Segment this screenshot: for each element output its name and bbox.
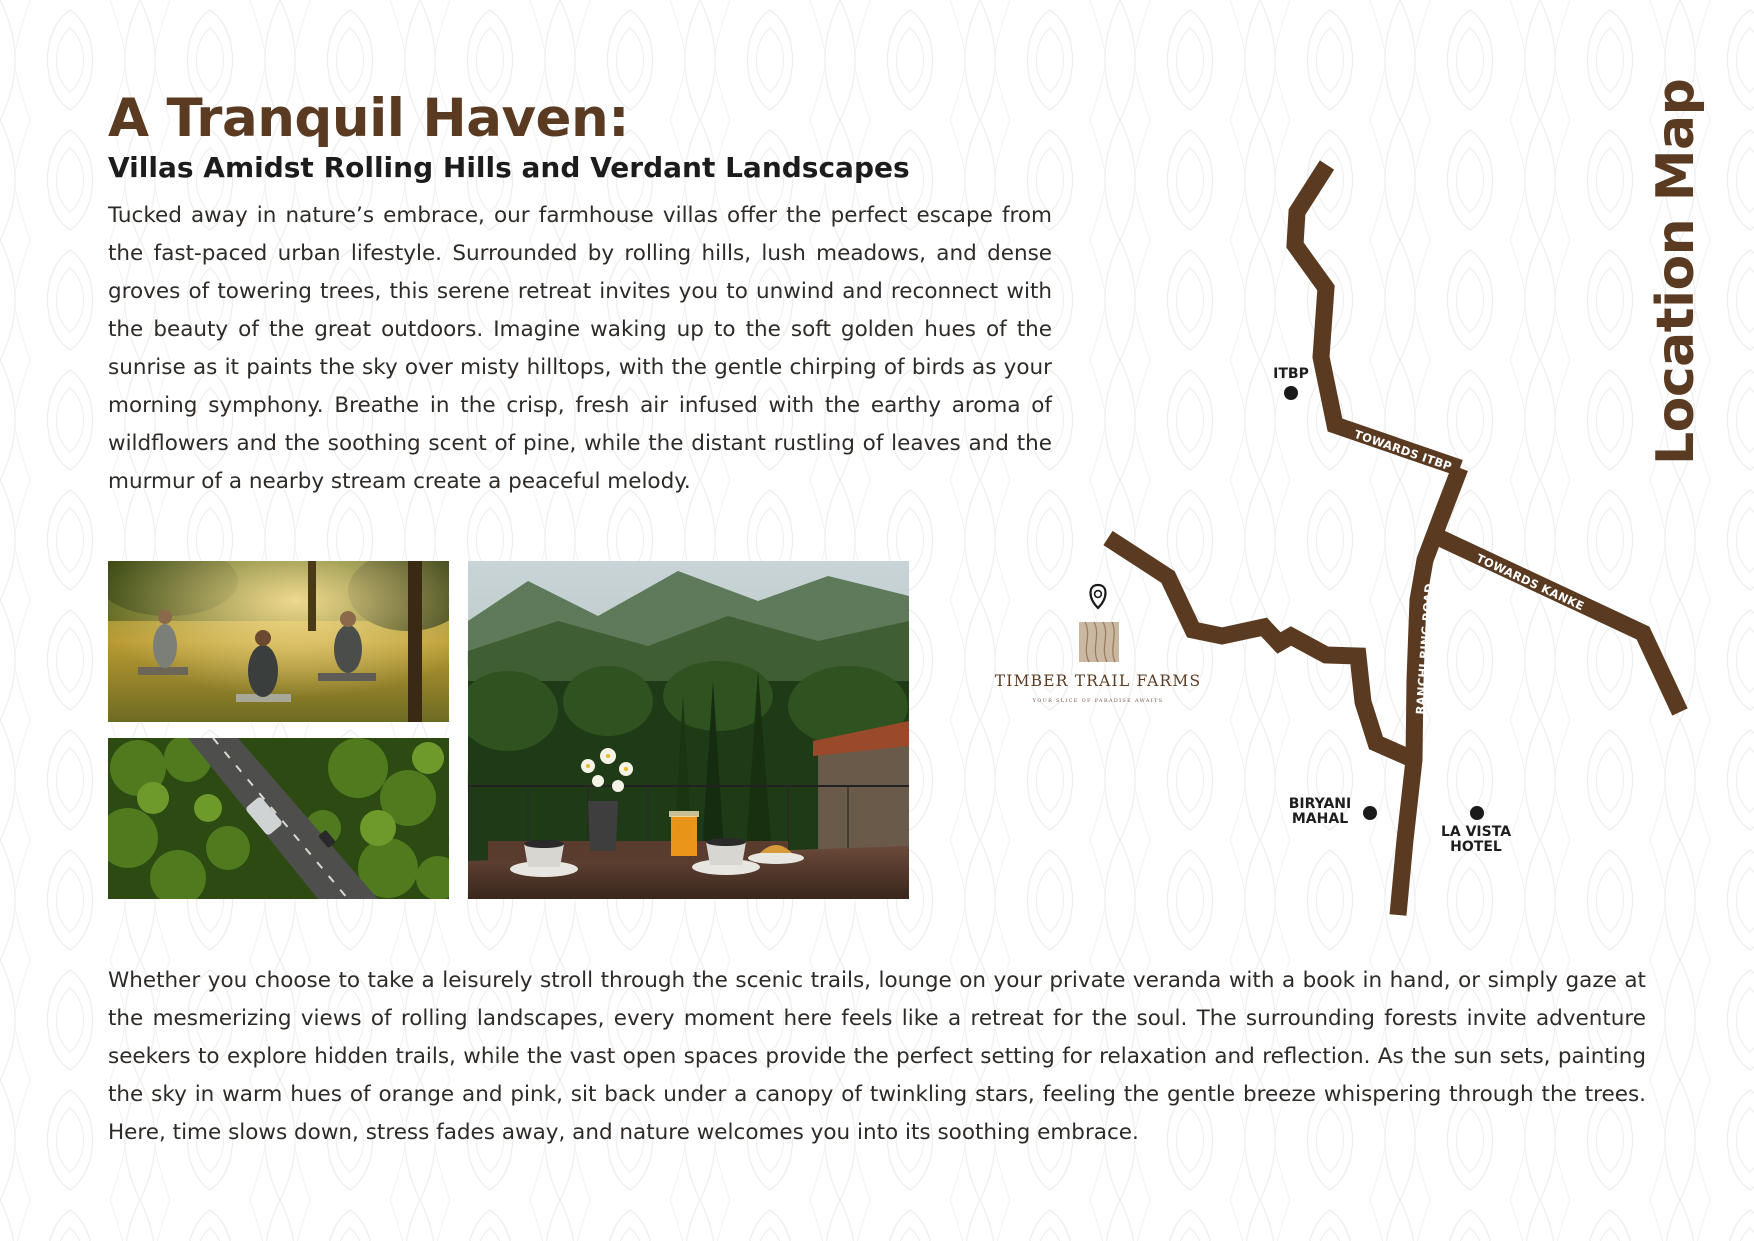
road-towards-itbp [1295,165,1460,468]
location-pin-icon [1091,585,1106,608]
location-map-title: Location Map [1646,78,1706,465]
itbp-marker [1284,386,1298,400]
brand-tagline: YOUR SLICE OF PARADISE AWAITS [1032,698,1164,704]
closing-paragraph: Whether you choose to take a leisurely stroll through the scenic trails, lounge on your private veranda with a book in hand, or simply gaze at the mesmerizing views of rolling landscapes, every moment here feels like a retreat for the soul. The surrounding forests invite adventure seekers to explore hidden trails, while the vast open spaces provide the perfect setting for relaxation and reflection. As the sun sets, painting the sky in warm hues of orange and pink, sit back under a canopy of twinkling stars, feeling the gentle breeze whispering through the trees. Here, time slows down, stress fades away, and nature welcomes you into its soothing embrace. [108,968,1646,1145]
road-western [1108,538,1410,758]
la-vista-hotel-label: LA VISTA HOTEL [1440,824,1512,855]
timber-trail-logo-icon [1079,622,1119,662]
la-vista-hotel-marker [1470,806,1484,820]
ranchi-ring-road-label: RANCHI RING ROAD [1413,582,1437,715]
page-subtitle: Villas Amidst Rolling Hills and Verdant Landscapes [108,151,910,184]
intro-paragraph: Tucked away in nature’s embrace, our farmhouse villas offer the perfect escape from the fast-paced urban lifestyle. Surrounded by rolling hills, lush meadows, and dense groves of towering trees, this serene retreat invites you to unwind and reconnect with the beauty of the great outdoors. Imagine waking up to the soft golden hues of the sunrise as it paints the sky over misty hilltops, with the gentle chirping of birds as your morning symphony. Breathe in the crisp, fresh air infused with the earthy aroma of wildflowers and the soothing scent of pine, while the distant rustling of leaves and the murmur of a nearby stream create a peaceful melody. [108,203,1052,494]
towards-itbp-label: TOWARDS ITBP [1352,427,1454,474]
page-title: A Tranquil Haven: [108,88,629,149]
towards-kanke-label: TOWARDS KANKE [1474,551,1587,614]
itbp-label: ITBP [1273,366,1309,382]
biryani-mahal-label: BIRYANI MAHAL [1288,796,1352,827]
brand-name: TIMBER TRAIL FARMS [994,672,1202,690]
